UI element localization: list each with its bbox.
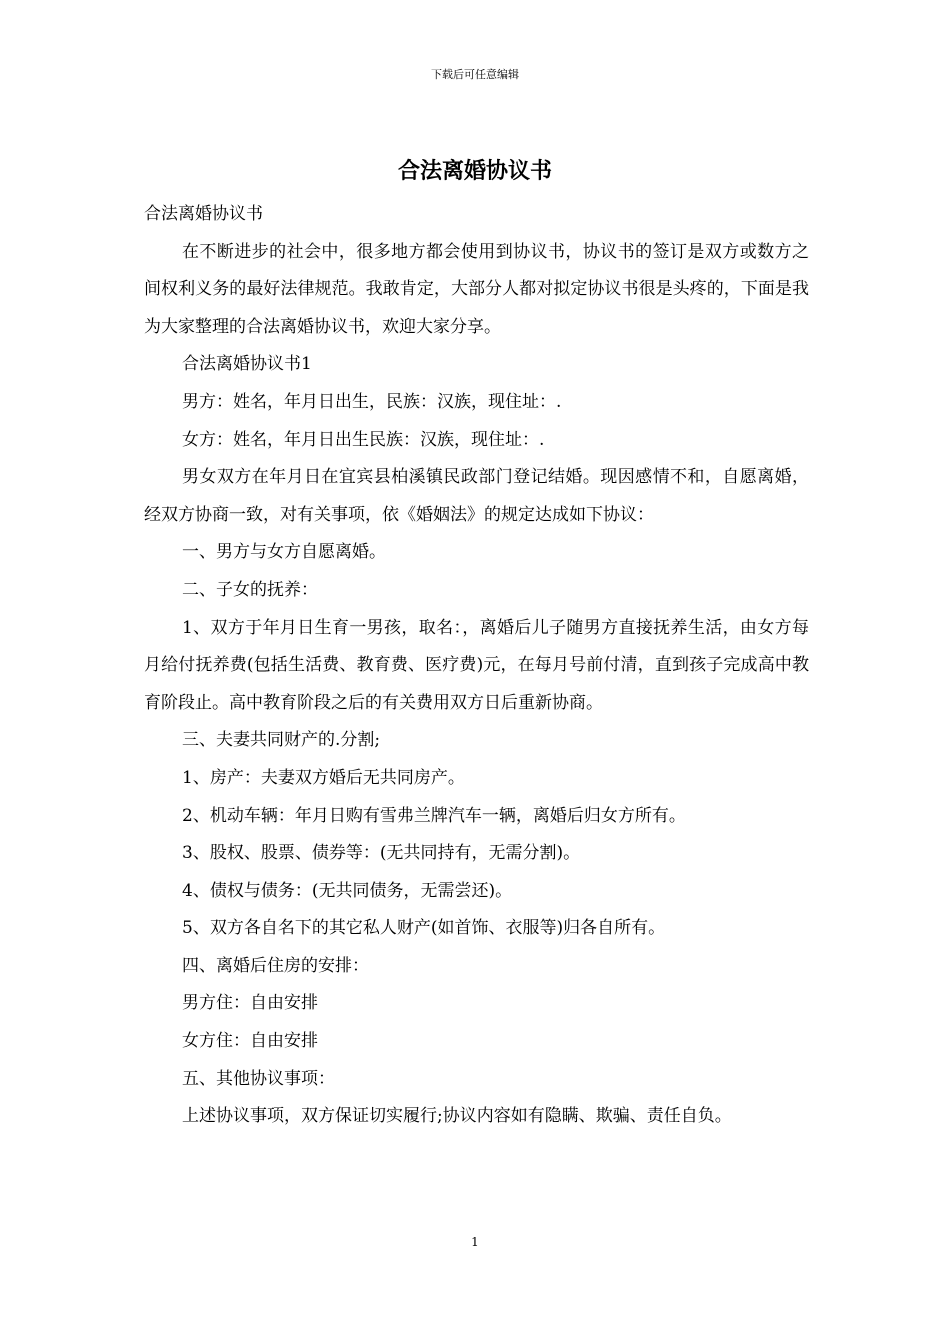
body-paragraph: 女方住：自由安排 — [182, 1031, 318, 1052]
body-paragraph: 五、其他协议事项： — [182, 1068, 335, 1089]
body-paragraph: 3、股权、股票、债券等：(无共同持有，无需分割)。 — [182, 843, 581, 864]
body-paragraph: 在不断进步的社会中，很多地方都会使用到协议书，协议书的签订是双方或数方之间权利义务的最好法律规范。我敢肯定，大部分人都对拟定协议书很是头疼的，下面是我为大家整理的合法离婚协议书，欢迎大家分享。 — [144, 241, 809, 337]
body-paragraph: 四、离婚后住房的安排： — [182, 955, 369, 976]
header-note: 下载后可任意编辑 — [431, 68, 519, 81]
body-paragraph: 上述协议事项，双方保证切实履行;协议内容如有隐瞒、欺骗、责任自负。 — [182, 1106, 732, 1127]
body-paragraph: 1、房产：夫妻双方婚后无共同房产。 — [182, 767, 465, 788]
body-paragraph: 2、机动车辆：年月日购有雪弗兰牌汽车一辆，离婚后归女方所有。 — [182, 805, 686, 826]
document-body — [144, 196, 809, 1136]
body-paragraph: 一、男方与女方自愿离婚。 — [182, 542, 386, 563]
body-paragraph: 二、子女的抚养： — [182, 579, 318, 600]
body-paragraph: 女方：姓名，年月日出生民族：汉族，现住址：. — [182, 429, 545, 450]
body-paragraph: 1、双方于年月日生育一男孩，取名：，离婚后儿子随男方直接抚养生活，由女方每月给付抚养费(包括生活费、教育费、医疗费)元，在每月号前付清，直到孩子完成高中教育阶段止。高中教育阶段之后的有关费用双方日后重新协商。 — [144, 617, 809, 713]
body-paragraph: 4、债权与债务：(无共同债务，无需尝还)。 — [182, 880, 513, 901]
body-paragraph: 男方：姓名，年月日出生，民族：汉族，现住址：. — [182, 391, 562, 412]
body-paragraph: 男方住：自由安排 — [182, 993, 318, 1014]
document-title: 合法离婚协议书 — [397, 158, 552, 184]
body-paragraph: 合法离婚协议书1 — [182, 354, 312, 375]
body-paragraph: 男女双方在年月日在宜宾县柏溪镇民政部门登记结婚。现因感情不和，自愿离婚，经双方协商一致，对有关事项，依《婚姻法》的规定达成如下协议： — [144, 467, 809, 525]
body-paragraph: 合法离婚协议书 — [144, 204, 263, 224]
page-number: 1 — [471, 1235, 479, 1249]
body-paragraph: 5、双方各自名下的其它私人财产(如首饰、衣服等)归各自所有。 — [182, 918, 666, 939]
body-paragraph: 三、夫妻共同财产的.分割; — [182, 730, 381, 751]
